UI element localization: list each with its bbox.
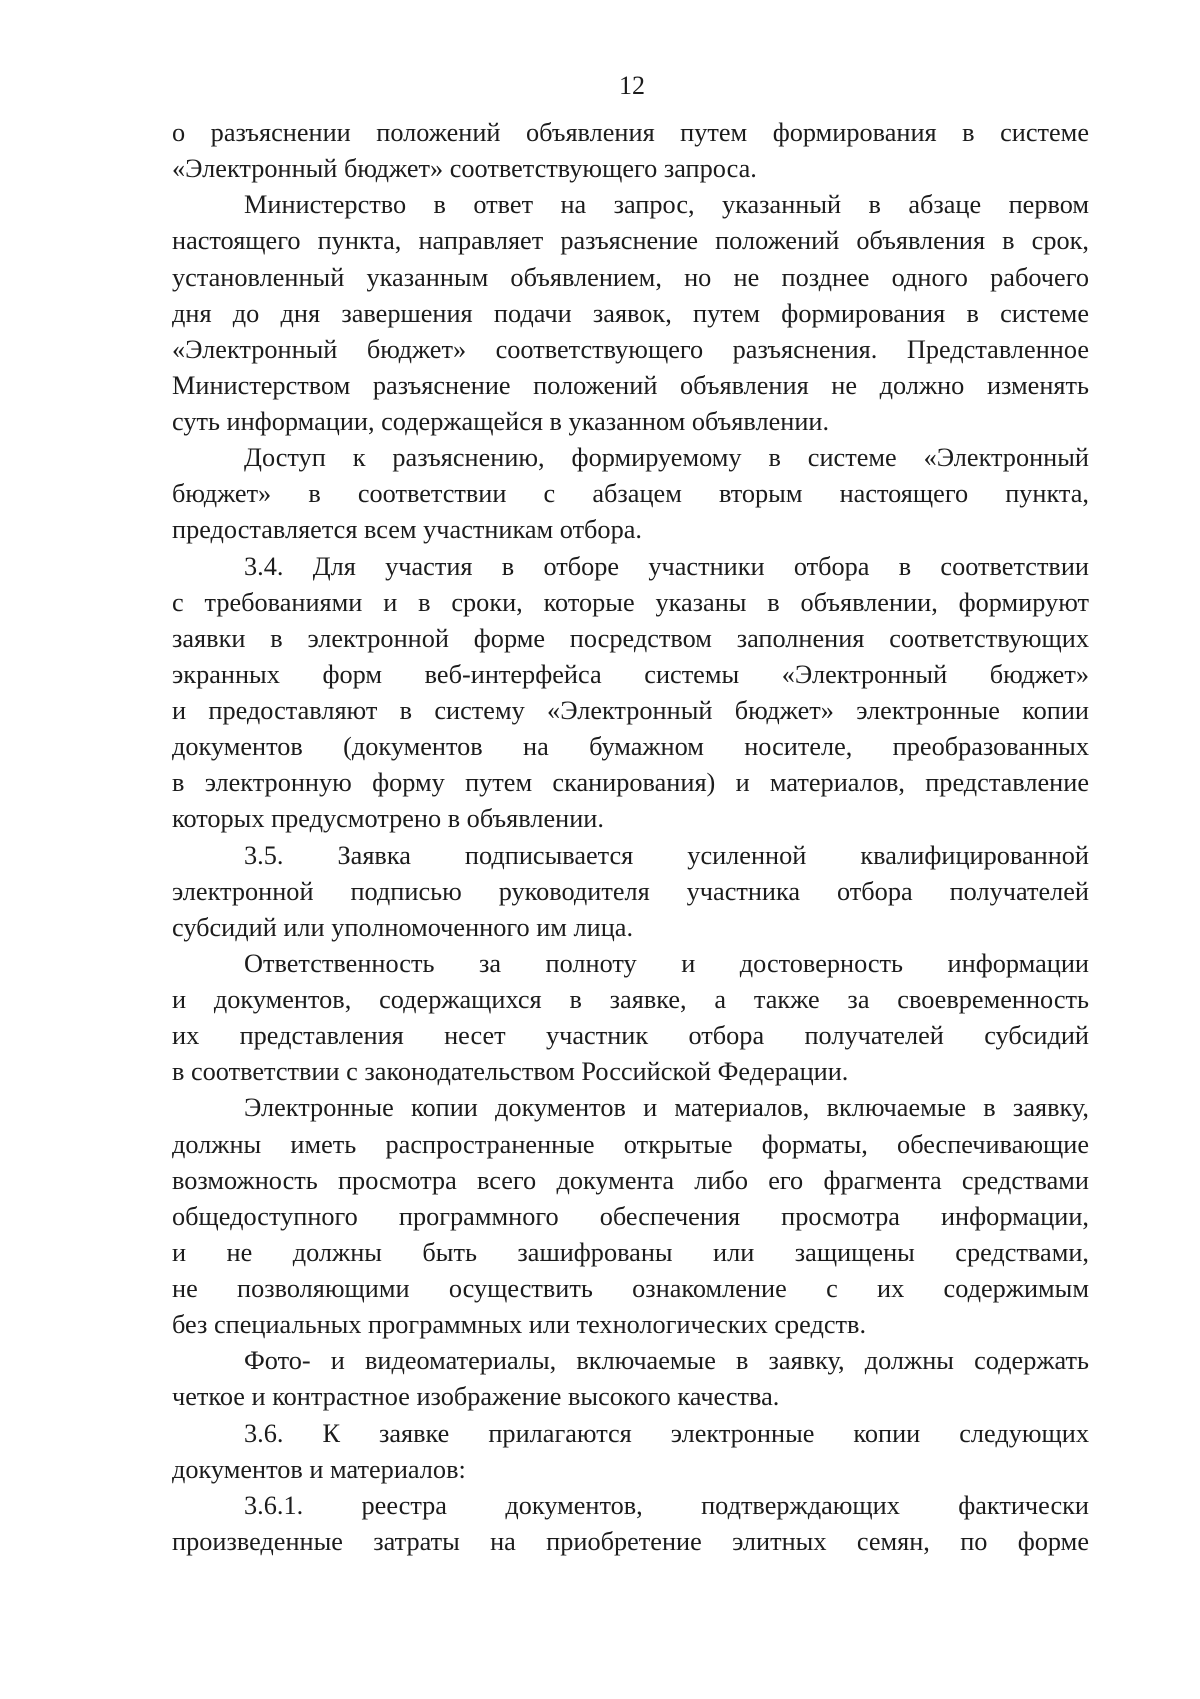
paragraph bbox=[172, 838, 1089, 946]
text-line: 3.5. Заявка подписывается усиленной квалифицированной bbox=[244, 840, 1089, 870]
text-line: которых предусмотрено в объявлении. bbox=[172, 804, 604, 834]
text-line: о разъяснении положений объявления путем формирования в системе bbox=[172, 118, 1089, 147]
text-line: Министерством разъяснение положений объявления не должно изменять bbox=[172, 370, 1089, 400]
text-line: в соответствии с законодательством Российской Федерации. bbox=[172, 1057, 849, 1087]
text-line: их представления несет участник отбора получателей субсидий bbox=[172, 1021, 1089, 1051]
text-line: без специальных программных или технологических средств. bbox=[172, 1310, 867, 1340]
paragraph bbox=[172, 1343, 1089, 1415]
text-line: дня до дня завершения подачи заявок, путем формирования в системе bbox=[172, 298, 1089, 328]
text-line: Доступ к разъяснению, формируемому в системе «Электронный bbox=[244, 443, 1089, 473]
text-line: «Электронный бюджет» соответствующего запроса. bbox=[172, 154, 757, 184]
page-number: 12 bbox=[619, 71, 645, 100]
text-line: и не должны быть зашифрованы или защищены средствами, bbox=[172, 1237, 1089, 1267]
text-line: установленный указанным объявлением, но не позднее одного рабочего bbox=[172, 262, 1089, 292]
document-body bbox=[172, 115, 1089, 1560]
text-line: не позволяющими осуществить ознакомление с их содержимым bbox=[172, 1274, 1089, 1303]
text-line: бюджет» в соответствии с абзацем вторым настоящего пункта, bbox=[172, 479, 1089, 509]
text-line: заявки в электронной форме посредством заполнения соответствующих bbox=[172, 623, 1089, 653]
paragraph bbox=[172, 1488, 1089, 1560]
text-line: «Электронный бюджет» соответствующего разъяснения. Представленное bbox=[172, 334, 1089, 364]
text-line: должны иметь распространенные открытые форматы, обеспечивающие bbox=[172, 1129, 1089, 1159]
text-line: общедоступного программного обеспечения просмотра информации, bbox=[172, 1201, 1089, 1231]
text-line: Министерство в ответ на запрос, указанный в абзаце первом bbox=[244, 190, 1089, 220]
text-line: электронной подписью руководителя участника отбора получателей bbox=[172, 876, 1089, 906]
text-line: субсидий или уполномоченного им лица. bbox=[172, 912, 634, 942]
text-line: возможность просмотра всего документа либо его фрагмента средствами bbox=[172, 1165, 1089, 1195]
text-line: Фото- и видеоматериалы, включаемые в заявку, должны содержать bbox=[244, 1346, 1089, 1376]
paragraph bbox=[172, 187, 1089, 440]
paragraph bbox=[172, 440, 1089, 548]
paragraph bbox=[172, 549, 1089, 838]
text-line: 3.6. К заявке прилагаются электронные копии следующих bbox=[244, 1418, 1089, 1448]
text-line: и предоставляют в систему «Электронный бюджет» электронные копии bbox=[172, 696, 1089, 725]
text-line: 3.6.1. реестра документов, подтверждающих фактически bbox=[244, 1490, 1089, 1520]
text-line: документов (документов на бумажном носителе, преобразованных bbox=[172, 732, 1089, 762]
text-line: документов и материалов: bbox=[172, 1454, 466, 1484]
text-line: произведенные затраты на приобретение элитных семян, по форме bbox=[172, 1526, 1089, 1556]
text-line: предоставляется всем участникам отбора. bbox=[172, 515, 642, 545]
text-line: четкое и контрастное изображение высокого качества. bbox=[172, 1382, 780, 1412]
text-line: настоящего пункта, направляет разъяснение положений объявления в срок, bbox=[172, 226, 1089, 256]
text-line: в электронную форму путем сканирования) и материалов, представление bbox=[172, 768, 1089, 798]
text-line: и документов, содержащихся в заявке, а также за своевременность bbox=[172, 985, 1089, 1014]
text-line: Электронные копии документов и материалов, включаемые в заявку, bbox=[244, 1093, 1089, 1123]
paragraph bbox=[172, 1090, 1089, 1343]
text-line: с требованиями и в сроки, которые указаны в объявлении, формируют bbox=[172, 587, 1089, 617]
text-line: Ответственность за полноту и достоверность информации bbox=[244, 948, 1089, 978]
paragraph bbox=[172, 1416, 1089, 1488]
text-line: 3.4. Для участия в отборе участники отбора в соответствии bbox=[244, 551, 1089, 581]
paragraph bbox=[172, 115, 1089, 187]
paragraph bbox=[172, 946, 1089, 1091]
text-line: суть информации, содержащейся в указанном объявлении. bbox=[172, 407, 830, 436]
text-line: экранных форм веб-интерфейса системы «Электронный бюджет» bbox=[172, 659, 1089, 689]
